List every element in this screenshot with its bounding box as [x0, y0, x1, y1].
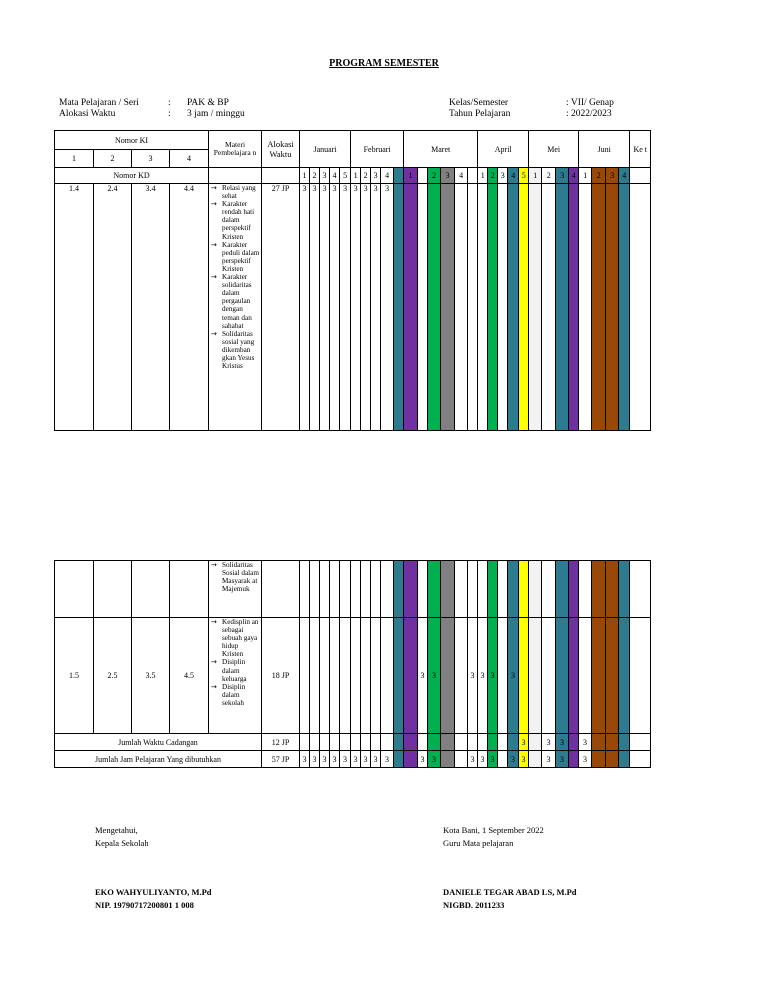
week-cell: [300, 561, 310, 618]
week-cell: [310, 734, 320, 751]
week-cell: [619, 618, 630, 734]
week-cell: [455, 561, 468, 618]
kd-cell: 1.4: [55, 184, 94, 431]
week-cell: [592, 734, 606, 751]
right-name: DANIELE TEGAR ABAD LS, M.Pd: [443, 887, 577, 897]
week-cell: 3: [579, 734, 592, 751]
week-cell: [441, 751, 455, 768]
week-header-cell: 4: [455, 168, 468, 184]
week-cell: 3: [361, 751, 371, 768]
week-cell: 3: [556, 751, 569, 768]
week-cell: [418, 561, 428, 618]
ket-header: Ke t: [630, 131, 651, 168]
week-cell: [488, 561, 498, 618]
ki-col-3: 3: [132, 150, 170, 168]
week-cell: [428, 734, 441, 751]
ki-col-2: 2: [94, 150, 132, 168]
week-header-cell: 2: [428, 168, 441, 184]
kd-cell: 1.5: [55, 618, 94, 734]
kd-cell: 2.4: [94, 184, 132, 431]
week-cell: [498, 184, 508, 431]
week-cell: [455, 751, 468, 768]
kd-cell: 2.5: [94, 618, 132, 734]
kd-cell: 4.4: [170, 184, 209, 431]
ki-col-4: 4: [170, 150, 209, 168]
week-cell: [619, 184, 630, 431]
week-cell: [478, 184, 488, 431]
week-cell: [579, 561, 592, 618]
week-cell: 3: [340, 184, 351, 431]
materi-cell: [209, 618, 262, 734]
week-cell: [569, 751, 579, 768]
week-cell: [606, 751, 619, 768]
week-cell: [351, 618, 361, 734]
week-cell: [519, 561, 529, 618]
week-cell: [519, 618, 529, 734]
week-cell: [569, 618, 579, 734]
tahun-label: Tahun Pelajaran: [449, 109, 511, 119]
week-cell: [478, 734, 488, 751]
week-cell: [542, 561, 556, 618]
materi-item: → Kedisplin an sebagai sebuah gaya hidup Kristen: [211, 618, 261, 658]
week-cell: [351, 561, 361, 618]
week-cell: [428, 561, 441, 618]
materi-item: → Disiplin dalam keluarga: [211, 658, 261, 682]
week-cell: [310, 561, 320, 618]
week-header-cell: 2: [310, 168, 320, 184]
week-header-cell: 2: [542, 168, 556, 184]
week-cell: [592, 751, 606, 768]
week-header-cell: 3: [371, 168, 381, 184]
ket-cell: [630, 561, 651, 618]
kd-cell: [170, 561, 209, 618]
week-cell: [361, 734, 371, 751]
week-cell: 3: [330, 184, 340, 431]
week-cell: 3: [478, 751, 488, 768]
week-header-cell: 4: [508, 168, 519, 184]
week-cell: [498, 751, 508, 768]
week-cell: [351, 734, 361, 751]
week-cell: 3: [310, 184, 320, 431]
week-cell: 3: [478, 618, 488, 734]
week-cell: [488, 184, 498, 431]
week-cell: [606, 561, 619, 618]
materi-cell: [209, 184, 262, 431]
week-header-cell: 1: [579, 168, 592, 184]
jumlah-alokasi: 57 JP: [262, 751, 300, 768]
ket-cell: [630, 751, 651, 768]
week-header-cell: 3: [606, 168, 619, 184]
week-cell: [340, 561, 351, 618]
alokasi-header: Alokasi Waktu: [262, 131, 300, 168]
week-cell: [371, 618, 381, 734]
document-title: PROGRAM SEMESTER: [329, 58, 439, 69]
week-cell: [468, 561, 478, 618]
week-cell: 3: [361, 184, 371, 431]
week-cell: [455, 618, 468, 734]
week-cell: [619, 751, 630, 768]
materi-item: → Solidaritas sosial yang dikemban gkan Yesus Kristus: [211, 330, 261, 370]
week-cell: [592, 184, 606, 431]
week-header-cell: 4: [381, 168, 394, 184]
right-role: Guru Mata pelajaran: [443, 838, 514, 848]
week-cell: [606, 184, 619, 431]
week-header-cell: 4: [569, 168, 579, 184]
alokasi-cell: [262, 561, 300, 618]
week-header-cell: 3: [441, 168, 455, 184]
week-cell: [569, 184, 579, 431]
week-cell: 3: [428, 618, 441, 734]
week-header-cell: [418, 168, 428, 184]
week-header-cell: 5: [340, 168, 351, 184]
week-cell: [428, 184, 441, 431]
week-cell: 3: [381, 751, 394, 768]
week-cell: 3: [519, 751, 529, 768]
week-cell: [508, 734, 519, 751]
materi-cell: [209, 561, 262, 618]
week-header-cell: 1: [529, 168, 542, 184]
week-cell: [542, 618, 556, 734]
week-cell: 3: [468, 618, 478, 734]
week-cell: [569, 561, 579, 618]
left-nip: NIP. 19790717200801 1 008: [95, 900, 194, 910]
week-cell: 3: [488, 751, 498, 768]
kelas-value: : VII/ Genap: [566, 98, 614, 108]
week-header-cell: 3: [498, 168, 508, 184]
mapel-label: Mata Pelajaran / Seri: [59, 98, 139, 108]
week-cell: 3: [371, 184, 381, 431]
week-cell: [340, 618, 351, 734]
week-cell: [361, 618, 371, 734]
week-cell: [441, 184, 455, 431]
week-cell: [569, 734, 579, 751]
week-cell: 3: [556, 734, 569, 751]
alokasi-blank: [262, 168, 300, 184]
alokasi-cell: 18 JP: [262, 618, 300, 734]
month-juni: Juni: [579, 131, 630, 168]
week-cell: 3: [300, 184, 310, 431]
week-cell: [394, 734, 404, 751]
week-cell: [478, 561, 488, 618]
week-header-cell: 1: [478, 168, 488, 184]
week-cell: [592, 561, 606, 618]
kd-cell: 4.5: [170, 618, 209, 734]
week-cell: [361, 561, 371, 618]
week-header-cell: 1: [300, 168, 310, 184]
week-header-cell: 5: [519, 168, 529, 184]
week-header-cell: 1: [404, 168, 418, 184]
alokasi-value: 3 jam / minggu: [187, 109, 245, 119]
week-header-cell: 4: [330, 168, 340, 184]
week-cell: [498, 561, 508, 618]
week-cell: [606, 734, 619, 751]
week-header-cell: 2: [361, 168, 371, 184]
week-cell: [508, 184, 519, 431]
week-header-cell: 2: [592, 168, 606, 184]
week-cell: 3: [508, 751, 519, 768]
week-cell: [529, 561, 542, 618]
mapel-colon: :: [168, 98, 171, 108]
week-cell: [619, 734, 630, 751]
jumlah-row: [55, 751, 651, 768]
mapel-value: PAK & BP: [187, 98, 229, 108]
week-cell: 3: [320, 184, 330, 431]
week-cell: [394, 184, 404, 431]
week-cell: 3: [320, 751, 330, 768]
week-cell: [529, 751, 542, 768]
week-cell: [441, 734, 455, 751]
week-cell: [619, 561, 630, 618]
alokasi-cell: 27 JP: [262, 184, 300, 431]
week-cell: [381, 734, 394, 751]
week-cell: [468, 734, 478, 751]
week-cell: [404, 184, 418, 431]
week-cell: [529, 734, 542, 751]
right-nip: NIGBD. 2011233: [443, 900, 505, 910]
materi-item: → Disiplin dalam sekolah: [211, 683, 261, 707]
jumlah-label: Jumlah Jam Pelajaran Yang dibutuhkan: [55, 751, 262, 768]
materi-item: → Karakter rendah hati dalam perspektif Kristen: [211, 200, 261, 240]
week-cell: [320, 618, 330, 734]
week-cell: [404, 734, 418, 751]
ket-week-blank: [630, 168, 651, 184]
alokasi-label: Alokasi Waktu: [59, 109, 116, 119]
cadangan-label: Jumlah Waktu Cadangan: [55, 734, 262, 751]
week-cell: [371, 561, 381, 618]
week-header-cell: 4: [619, 168, 630, 184]
right-place-date: Kota Bani, 1 September 2022: [443, 825, 544, 835]
materi-blank: [209, 168, 262, 184]
week-cell: [488, 734, 498, 751]
week-cell: [508, 561, 519, 618]
week-cell: [320, 734, 330, 751]
week-cell: [529, 184, 542, 431]
left-role: Kepala Sekolah: [95, 838, 149, 848]
cadangan-alokasi: 12 JP: [262, 734, 300, 751]
week-cell: [579, 618, 592, 734]
cadangan-row: [55, 734, 651, 751]
week-cell: [340, 734, 351, 751]
nomor-ki-header: Nomor KI: [55, 131, 209, 150]
left-greeting: Mengetahui,: [95, 825, 138, 835]
week-cell: [441, 618, 455, 734]
week-cell: [455, 734, 468, 751]
kd-cell: [132, 561, 170, 618]
kd-cell: 3.5: [132, 618, 170, 734]
week-cell: [330, 561, 340, 618]
week-cell: [404, 561, 418, 618]
kelas-label: Kelas/Semester: [449, 98, 509, 108]
month-januari: Januari: [300, 131, 351, 168]
ket-cell: [630, 734, 651, 751]
week-cell: 3: [381, 184, 394, 431]
week-cell: 3: [579, 751, 592, 768]
month-maret: Maret: [404, 131, 478, 168]
week-cell: [606, 618, 619, 734]
week-header-cell: 3: [320, 168, 330, 184]
week-cell: [556, 184, 569, 431]
week-cell: [381, 561, 394, 618]
week-cell: [441, 561, 455, 618]
table-row: [55, 184, 651, 431]
week-cell: [556, 561, 569, 618]
week-cell: [579, 184, 592, 431]
materi-item: → Relasi yang sehat: [211, 184, 261, 200]
week-cell: 3: [351, 751, 361, 768]
week-header-cell: 2: [488, 168, 498, 184]
week-cell: [330, 734, 340, 751]
ket-cell: [630, 618, 651, 734]
nomor-kd-header: Nomor KD: [55, 168, 209, 184]
week-cell: [320, 561, 330, 618]
week-cell: 3: [519, 734, 529, 751]
table-row: [55, 618, 651, 734]
week-cell: [310, 618, 320, 734]
week-cell: [300, 618, 310, 734]
week-cell: [418, 184, 428, 431]
alokasi-colon: :: [168, 109, 171, 119]
week-header-cell: 1: [351, 168, 361, 184]
materi-item: → Solidaritas Sosial dalam Masyarak at Majemuk: [211, 561, 261, 593]
week-cell: [330, 618, 340, 734]
program-semester-table-continued: [54, 560, 651, 768]
week-cell: [394, 561, 404, 618]
kd-cell: [55, 561, 94, 618]
week-cell: 3: [371, 751, 381, 768]
materi-item: → Karakter solidaritas dalam pergaulan dengan teman dan sahabat: [211, 273, 261, 330]
kd-cell: [94, 561, 132, 618]
week-cell: [498, 618, 508, 734]
week-header-cell: 3: [556, 168, 569, 184]
week-header-cell: [468, 168, 478, 184]
week-cell: 3: [418, 751, 428, 768]
week-cell: [418, 734, 428, 751]
week-cell: [556, 618, 569, 734]
week-cell: [468, 184, 478, 431]
week-header-cell: [394, 168, 404, 184]
week-cell: 3: [488, 618, 498, 734]
week-cell: 3: [542, 751, 556, 768]
week-cell: [394, 618, 404, 734]
week-cell: [394, 751, 404, 768]
week-cell: [498, 734, 508, 751]
kd-cell: 3.4: [132, 184, 170, 431]
week-cell: 3: [508, 618, 519, 734]
week-cell: [404, 618, 418, 734]
week-cell: [300, 734, 310, 751]
ket-cell: [630, 184, 651, 431]
table-row: [55, 561, 651, 618]
month-februari: Februari: [351, 131, 404, 168]
week-cell: [371, 734, 381, 751]
week-cell: [529, 618, 542, 734]
week-cell: [592, 618, 606, 734]
week-cell: 3: [542, 734, 556, 751]
week-cell: 3: [418, 618, 428, 734]
week-cell: [381, 618, 394, 734]
materi-header: Materi Pembelajara n: [209, 131, 262, 168]
week-cell: [519, 184, 529, 431]
week-cell: 3: [351, 184, 361, 431]
week-cell: 3: [310, 751, 320, 768]
week-cell: 3: [428, 751, 441, 768]
week-cell: 3: [300, 751, 310, 768]
program-semester-table: [54, 130, 651, 431]
materi-item: → Karakter peduli dalam perspektif Kristen: [211, 241, 261, 273]
tahun-value: : 2022/2023: [566, 109, 612, 119]
month-mei: Mei: [529, 131, 579, 168]
week-cell: [455, 184, 468, 431]
month-april: April: [478, 131, 529, 168]
week-cell: 3: [340, 751, 351, 768]
week-cell: [404, 751, 418, 768]
week-cell: [542, 184, 556, 431]
left-name: EKO WAHYULIYANTO, M.Pd: [95, 887, 212, 897]
week-cell: 3: [330, 751, 340, 768]
ki-col-1: 1: [55, 150, 94, 168]
week-cell: 3: [468, 751, 478, 768]
